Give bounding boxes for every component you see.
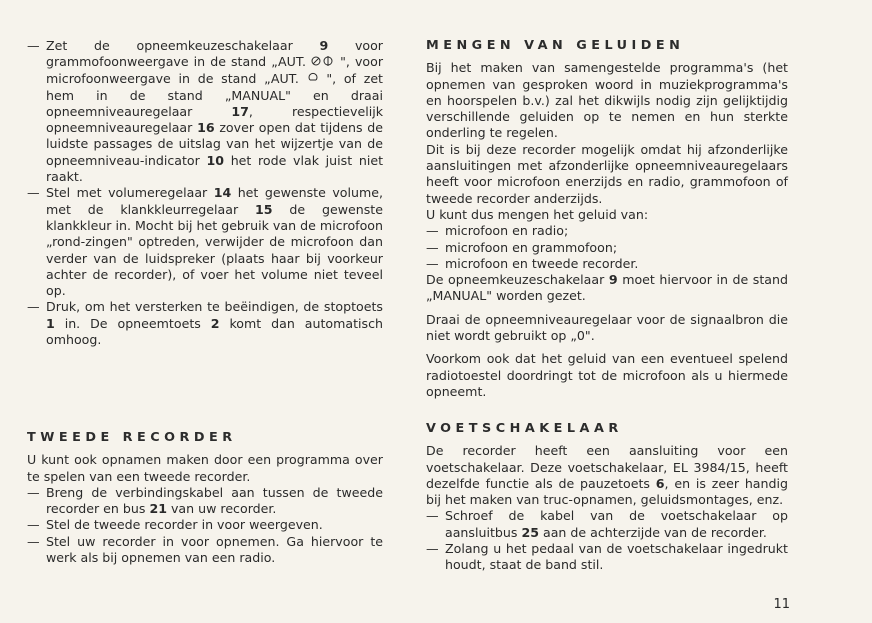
dash: — [27, 38, 40, 53]
control-number: 9 [319, 38, 329, 53]
list-item: — Schroef de kabel van de voetschakelaar op aansluitbus 25 aan de achterzijde van de recorder. [426, 508, 788, 540]
paragraph: Dit is bij deze recorder mogelijk omdat hij afzonderlijke aansluitingen met afzonderlijke opneemniveauregelaars heeft voor microfoon enerzijds en radio, grammofoon of tweede recorder anderzijds. [426, 141, 788, 206]
microphone-symbol-icon [307, 71, 319, 87]
gramophone-symbol-icon [311, 55, 335, 71]
paragraph: U kunt dus mengen het geluid van: [426, 206, 649, 222]
instruction-item-2: — Stel met volumeregelaar 14 het gewenste volume, met de klankkleurregelaar 15 de gewenste klankkleur in. Mocht bij het gebruik van de microfoon „rond-zingen" optreden, verwijder de microfoon dan verder van de luidspreker (plaats haar bij voorkeur achter de recorder), of voer het volume niet teveel op. [27, 185, 383, 299]
section-heading: TWEEDE RECORDER [27, 430, 237, 445]
list-item: — Stel uw recorder in voor opnemen. Ga hiervoor te werk als bij opnemen van een radio. [27, 533, 383, 566]
list-item: — Stel de tweede recorder in voor weergeven. [27, 517, 323, 533]
section-mengen-van-geluiden [426, 38, 788, 400]
dash: — [27, 185, 40, 201]
section-tweede-recorder [27, 430, 383, 566]
dash: — [27, 299, 40, 315]
paragraph: De recorder heeft een aansluiting voor een voetschakelaar. Deze voetschakelaar, EL 3984/15, heeft dezelfde functie als de pauzetoets 6, en is zeer handig bij het maken van truc-opnamen, geluidsmontages, enz. [426, 443, 788, 508]
instruction-item-3: — Druk, om het versterken te beëindigen, de stoptoets 1 in. De opneemtoets 2 komt dan automatisch omhoog. [27, 299, 383, 348]
section-heading: MENGEN VAN GELUIDEN [426, 38, 685, 53]
list-item: — Breng de verbindingskabel aan tussen de tweede recorder en bus 21 van uw recorder. [27, 484, 383, 517]
page-number: 11 [773, 597, 790, 612]
left-column [27, 38, 383, 348]
list-item: — microfoon en radio; [426, 223, 569, 239]
paragraph: Draai de opneemniveauregelaar voor de signaalbron die niet wordt gebruikt op „0". [426, 311, 788, 344]
section-voetschakelaar [426, 421, 788, 574]
section-intro: U kunt ook opnamen maken door een programma over te spelen van een tweede recorder. [27, 452, 383, 484]
list-item: — microfoon en tweede recorder. [426, 255, 639, 271]
paragraph: Voorkom ook dat het geluid van een eventueel spelend radiotoestel doordringt tot de microfoon als u hiermede opneemt. [426, 351, 788, 399]
list-item: — microfoon en grammofoon; [426, 239, 618, 255]
section-heading: VOETSCHAKELAAR [426, 421, 623, 436]
instruction-item-1: — Zet de opneemkeuzeschakelaar 9 voor grammofoonweergave in de stand „AUT. ", voor microfoonweergave in de stand „AUT. ", of zet hem in de stand „MANUAL" en draai opneemniveauregelaar 17, respectievelijk opneemniveauregelaar 16 zover open dat tijdens de luidste passages de uitslag van het wijzertje van de opneemniveau-indicator 10 het rode vlak juist niet raakt. [27, 38, 384, 185]
paragraph: Bij het maken van samengestelde programma's (het opnemen van gesproken woord in muziekprogramma's en hoorspelen b.v.) zal het dikwijls nodig zijn gelijktijdig verschillende geluiden op te nemen en hun sterkte onderling te regelen. [426, 60, 788, 141]
paragraph: De opneemkeuzeschakelaar 9 moet hiervoor in de stand „MANUAL" worden gezet. [426, 272, 788, 304]
list-item: — Zolang u het pedaal van de voetschakelaar ingedrukt houdt, staat de band stil. [426, 541, 788, 573]
